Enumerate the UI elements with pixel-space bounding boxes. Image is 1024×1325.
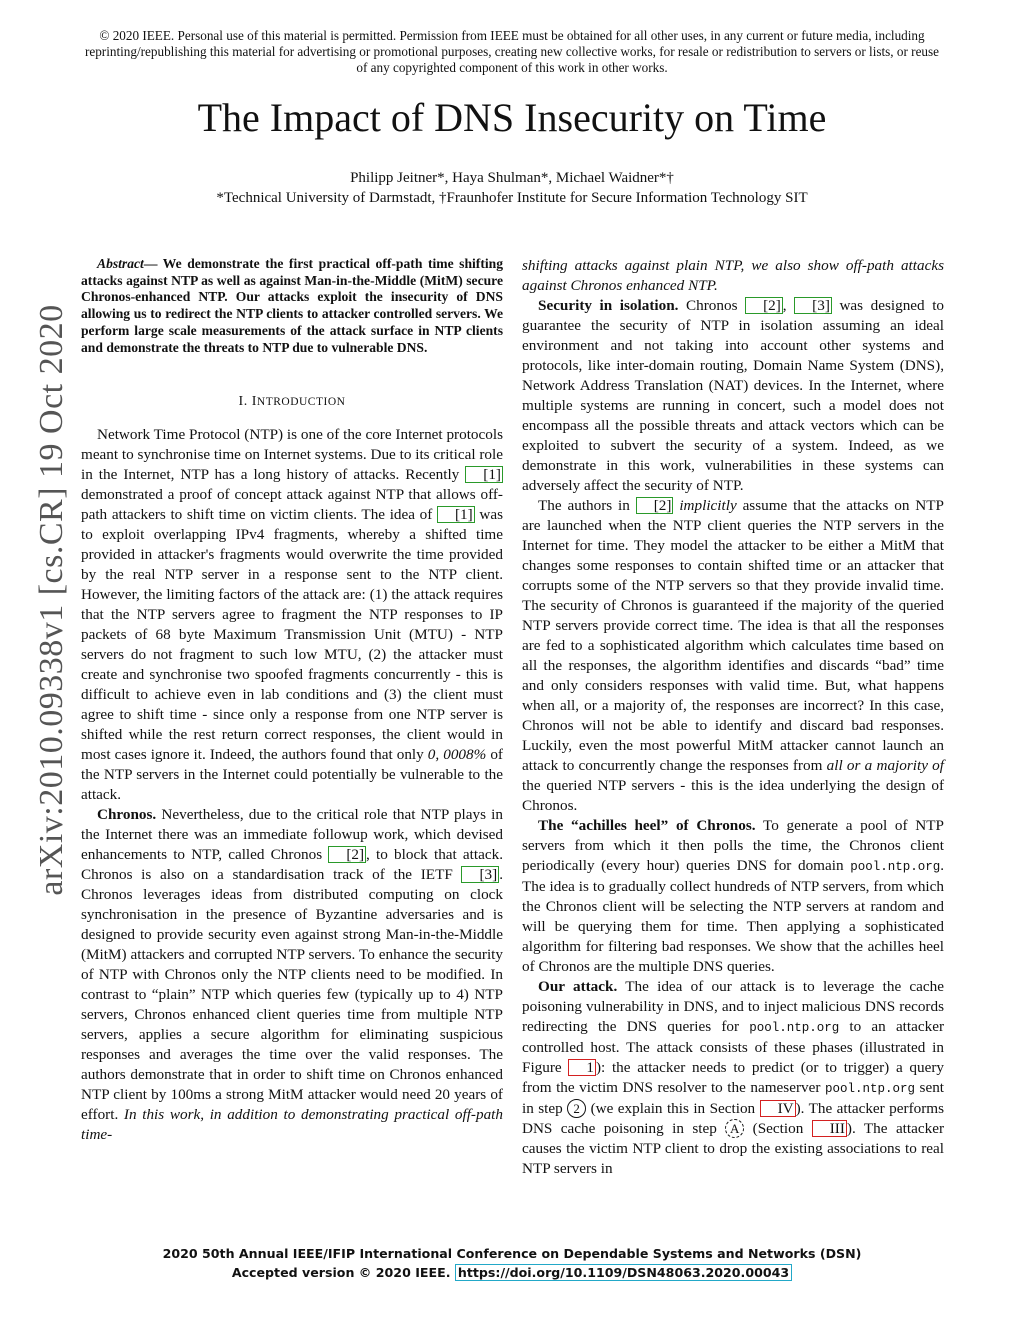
intro-paragraph-1: Network Time Protocol (NTP) is one of the core Internet protocols meant to synchronise time on Internet systems. Due to its critical role in the Internet, NTP has a long history of attacks. Recently [1] demonstrated a proof of concept attack against NTP that allows off-path attackers to shift time on victim clients. The idea of [1] was to exploit overlapping IPv4 fragments, whereby a shifted time provided in attacker's fragments would overwrite the time provided by the real NTP server in a response sent to the NTP client. However, the limiting factors of the attack are: (1) the attack requires that the NTP servers agree to fragment the NTP responses to IP packets of 68 byte Maximum Transmission Unit (MTU) - NTP servers do not fragment to such low MTU, (2) the attacker must create and synchronise two spoofed fragments concurrently - this is difficult to achieve even in lab conditions and (3) the client must agree to shift time - since only a response from one NTP server is shifted while the rest return correct responses, the client would in most cases ignore it. Indeed, the authors found that only 0, 0008% of the NTP servers in the Internet could potentially be vulnerable to the attack. (81, 426, 504, 804)
continued-paragraph: shifting attacks against plain NTP, we also show off-path attacks against Chronos enhanced NTP. (522, 257, 944, 294)
citation-link[interactable]: [3] (794, 297, 832, 314)
citation-link[interactable]: [2] (328, 846, 366, 863)
citation-link[interactable]: [1] (437, 506, 475, 523)
footer-conference: 2020 50th Annual IEEE/IFIP International Conference on Dependable Systems and Networks (DSN) (162, 1246, 862, 1261)
conference-footer (0, 1244, 1024, 1282)
abstract-text: — We demonstrate the first practical off-path time shifting attacks against NTP as well as against Man-in-the-Middle (MitM) secure Chronos-enhanced NTP. Our attacks exploit the insecurity of DNS allowing us to redirect the NTP clients to attacker controlled servers. We perform large scale measurements of the attack surface in NTP clients and demonstrate the threats to NTP due to vulnerable DNS. (81, 256, 503, 355)
citation-link[interactable]: [1] (465, 466, 503, 483)
authors-assumption-paragraph: The authors in [2] implicitly assume that the attacks on NTP are launched when the NTP client queries the NTP servers in the Internet for time. They model the attacker to be either a MitM that changes some responses to contain shifted time or an attacker that corrupts some of the NTP servers so that they provide invalid time. The security of Chronos is guaranteed if the majority of the queried NTP servers provide correct time. The idea is that all the responses are fed to a sophisticated algorithm which calculates time based on all the responses, the algorithm identifies and discards “bad” time and only considers responses with valid time. But, what happens when all, or a majority of, the responses are incorrect? In this case, Chronos will not be able to identify and discard bad responses. Luckily, even the most powerful MitM attacker cannot launch an attack to concurrently change the responses from all or a majority of the queried NTP servers - this is the idea underlying the design of Chronos. (522, 497, 944, 814)
paragraph-lead: The “achilles heel” of Chronos. (538, 817, 756, 834)
step-2-marker: 2 (567, 1099, 586, 1118)
paper-title: The Impact of DNS Insecurity on Time (197, 95, 827, 140)
copyright-notice: © 2020 IEEE. Personal use of this material is permitted. Permission from IEEE must be obtained for all other uses, in any current or future media, including reprinting/republishing this material for advertising or promotional purposes, creating new collective works, for resale or redistribution to servers or lists, or reuse of any copyrighted component of this work in other works. (84, 28, 940, 75)
figure-link[interactable]: 1 (568, 1059, 596, 1076)
citation-link[interactable]: [2] (636, 497, 674, 514)
footer-accepted: Accepted version © 2020 IEEE. https://doi.org/10.1109/DSN48063.2020.00043 (0, 1263, 1024, 1282)
abstract (81, 256, 503, 356)
security-isolation-paragraph: Security in isolation. Chronos [2] , [3] was designed to guarantee the security of NTP in isolation assuming an ideal environment and not taking into account other systems and protocols, like inter-domain routing, Domain Name System (DNS), Network Address Translation (NAT) devices. In the Internet, where multiple systems are running in concert, such a model does not encompass all the possible threats and attack vectors which can be exploited to subvert the security of a system. Indeed, as we demonstrate in this work, vulnerabilities in these systems can adversely affect the security of NTP. (522, 297, 945, 494)
left-column (81, 256, 503, 1145)
section-link[interactable]: IV (760, 1100, 796, 1117)
doi-link[interactable]: https://doi.org/10.1109/DSN48063.2020.00043 (455, 1264, 792, 1281)
arxiv-id: arXiv:2010.09338v1 [cs.CR] 19 Oct 2020 (33, 304, 70, 896)
affiliations: *Technical University of Darmstadt, †Fraunhofer Institute for Secure Information Technology SIT (216, 190, 808, 206)
paragraph-lead: Security in isolation. (538, 297, 679, 314)
step-a-marker: A (725, 1119, 744, 1138)
our-attack-paragraph: Our attack. The idea of our attack is to leverage the cache poisoning vulnerability in DNS, and to inject malicious DNS records redirecting the DNS queries for pool.ntp.org to an attacker controlled host. The attack consists of these phases (illustrated in Figure 1 ): the attacker needs to predict (or to trigger) a query from the victim DNS resolver to the nameserver pool.ntp.org sent in step 2 (we explain this in Section IV ). The attacker performs DNS cache poisoning in step A (Section III ). The attacker causes the victim NTP client to drop the existing associations to real NTP servers in (522, 978, 945, 1177)
section-link[interactable]: III (812, 1120, 847, 1137)
author-list: Philipp Jeitner*, Haya Shulman*, Michael Waidner*† (350, 170, 674, 186)
achilles-heel-paragraph: The “achilles heel” of Chronos. To generate a pool of NTP servers from which it then polls the time, the Chronos client periodically (every hour) queries DNS for domain pool.ntp.org. The idea is to gradually collect hundreds of NTP servers, from which the Chronos client will be selecting the NTP servers at random and will be querying them for time. Then applying a sophisticated algorithm for filtering bad responses. We show that the achilles heel of Chronos are the multiple DNS queries. (522, 817, 944, 975)
abstract-label: Abstract (97, 256, 144, 271)
paragraph-lead: Our attack. (538, 978, 618, 995)
paragraph-lead: Chronos. (97, 806, 157, 824)
section-heading-introduction: I. INTRODUCTION (238, 394, 346, 410)
right-column (522, 256, 944, 1179)
chronos-paragraph: Chronos. Nevertheless, due to the critical role that NTP plays in the Internet there was an immediate followup work, which devised enhancements to NTP, called Chronos [2] , to block that attack. Chronos is also on a standardisation track of the IETF [3] . Chronos leverages ideas from distributed computing on clock synchronisation in the presence of Byzantine adversaries and is designed to provide security even against strong Man-in-the-Middle (MitM) attackers and corrupted NTP servers. To enhance the security of NTP with Chronos only the NTP clients need to be modified. In contrast to “plain” NTP which queries few (typically up to 4) NTP servers, Chronos enhanced client queries time from multiple NTP servers, applies a secure algorithm for eliminating suspicious responses and averages the time over the valid responses. The authors demonstrate that in order to shift time on Chronos enhanced NTP client by 100ms a strong MitM attacker would need 20 years of effort. In this work, in addition to demonstrating practical off-path time- (81, 806, 503, 1144)
citation-link[interactable]: [3] (461, 866, 499, 883)
citation-link[interactable]: [2] (745, 297, 783, 314)
